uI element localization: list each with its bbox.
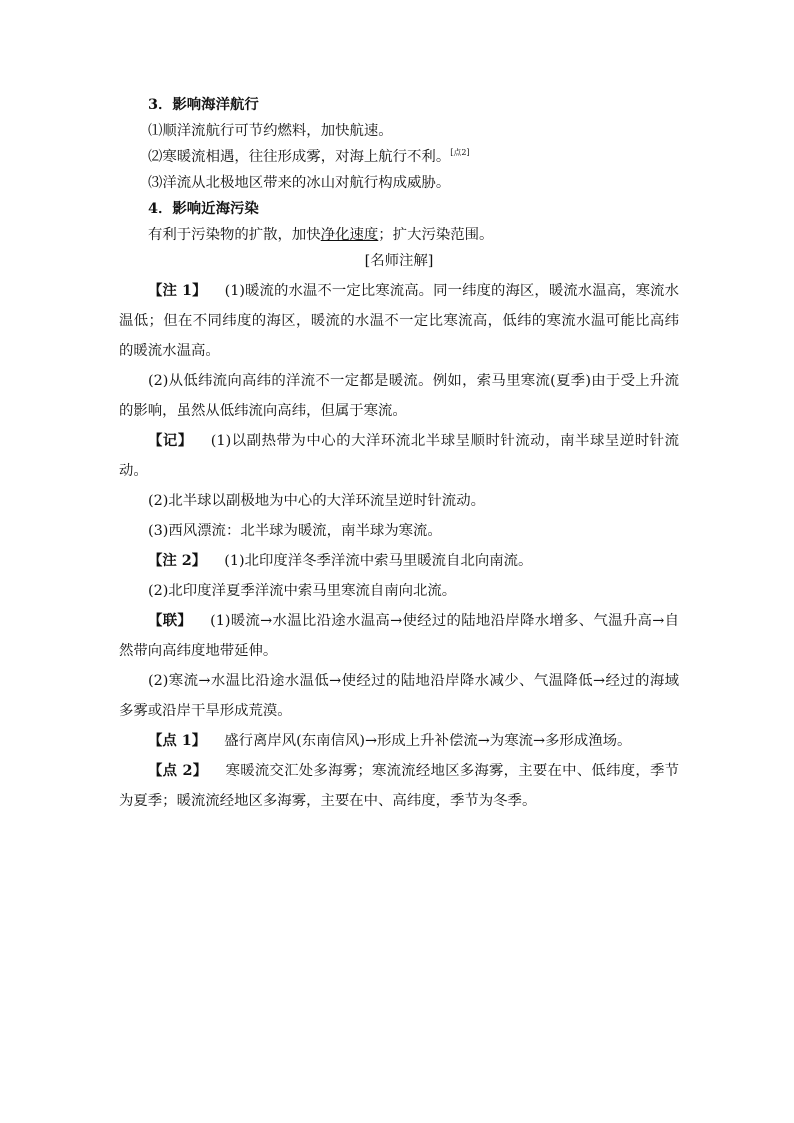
point2-p1-text: 寒暖流交汇处多海雾；寒流流经地区多海雾，主要在中、低纬度，季节为夏季；暖流流经地区多海雾，主要在中、高纬度，季节为冬季。 [119,763,679,809]
ji-tag: 【记】 [148,432,193,449]
section4-text [119,222,679,248]
ji-p1 [119,426,679,486]
section3-item2-ref: [点2] [450,148,470,158]
section4-heading: 4．影响近海污染 [148,200,259,217]
note2-p1-text: (1)北印度洋冬季洋流中索马里暖流自北向南流。 [224,553,533,569]
lian-p1-text: (1)暖流→水温比沿途水温高→使经过的陆地沿岸降水增多、气温升高→自然带向高纬度地带延伸。 [119,613,679,659]
note2-tag: 【注 2】 [148,552,207,569]
note2-p2: (2)北印度洋夏季洋流中索马里寒流自南向北流。 [148,583,457,599]
section3-item2-text: ⑵寒暖流相遇，往往形成雾，对海上航行不利。 [148,149,451,165]
section3-item1: ⑴顺洋流航行可节约燃料，加快航速。 [148,123,393,139]
document-page [119,92,679,816]
lian-tag: 【联】 [148,612,193,629]
section3-item3: ⑶洋流从北极地区带来的冰山对航行构成威胁。 [148,175,451,191]
note1-p1 [119,276,679,366]
section4-text-before: 有利于污染物的扩散，加快 [148,227,321,243]
ji-p1-text: (1)以副热带为中心的大洋环流北半球呈顺时针流动，南半球呈逆时针流动。 [119,433,679,479]
point1-tag: 【点 1】 [148,732,207,749]
section4-text-after: ；扩大污染范围。 [378,227,494,243]
point1-p1-text: 盛行离岸风(东南信风)→形成上升补偿流→为寒流→多形成渔场。 [224,733,632,749]
note2-p1 [119,546,679,576]
ji-p2: (2)北半球以副极地为中心的大洋环流呈逆时针流动。 [148,493,485,509]
note1-tag: 【注 1】 [148,282,207,299]
point2-p1 [119,756,679,816]
notes-header: [名师注解] [364,253,434,269]
ji-p3: (3)西风漂流：北半球为暖流，南半球为寒流。 [148,523,442,539]
section3-item2 [119,144,679,170]
lian-p2: (2)寒流→水温比沿途水温低→使经过的陆地沿岸降水减少、气温降低→经过的海域多雾或沿岸干旱形成荒漠。 [119,673,679,719]
point2-tag: 【点 2】 [148,762,208,779]
note1-p1-text: (1)暖流的水温不一定比寒流高。同一纬度的海区，暖流水温高，寒流水温低；但在不同纬度的海区，暖流的水温不一定比寒流高，低纬的寒流水温可能比高纬的暖流水温高。 [119,283,680,359]
point1-p1 [119,726,679,756]
section4-text-underlined: 净化速度 [320,227,379,243]
section3-heading: 3．影响海洋航行 [148,96,259,113]
note1-p2: (2)从低纬流向高纬的洋流不一定都是暖流。例如，索马里寒流(夏季)由于受上升流的影响，虽然从低纬流向高纬，但属于寒流。 [119,373,679,419]
lian-p1 [119,606,679,666]
